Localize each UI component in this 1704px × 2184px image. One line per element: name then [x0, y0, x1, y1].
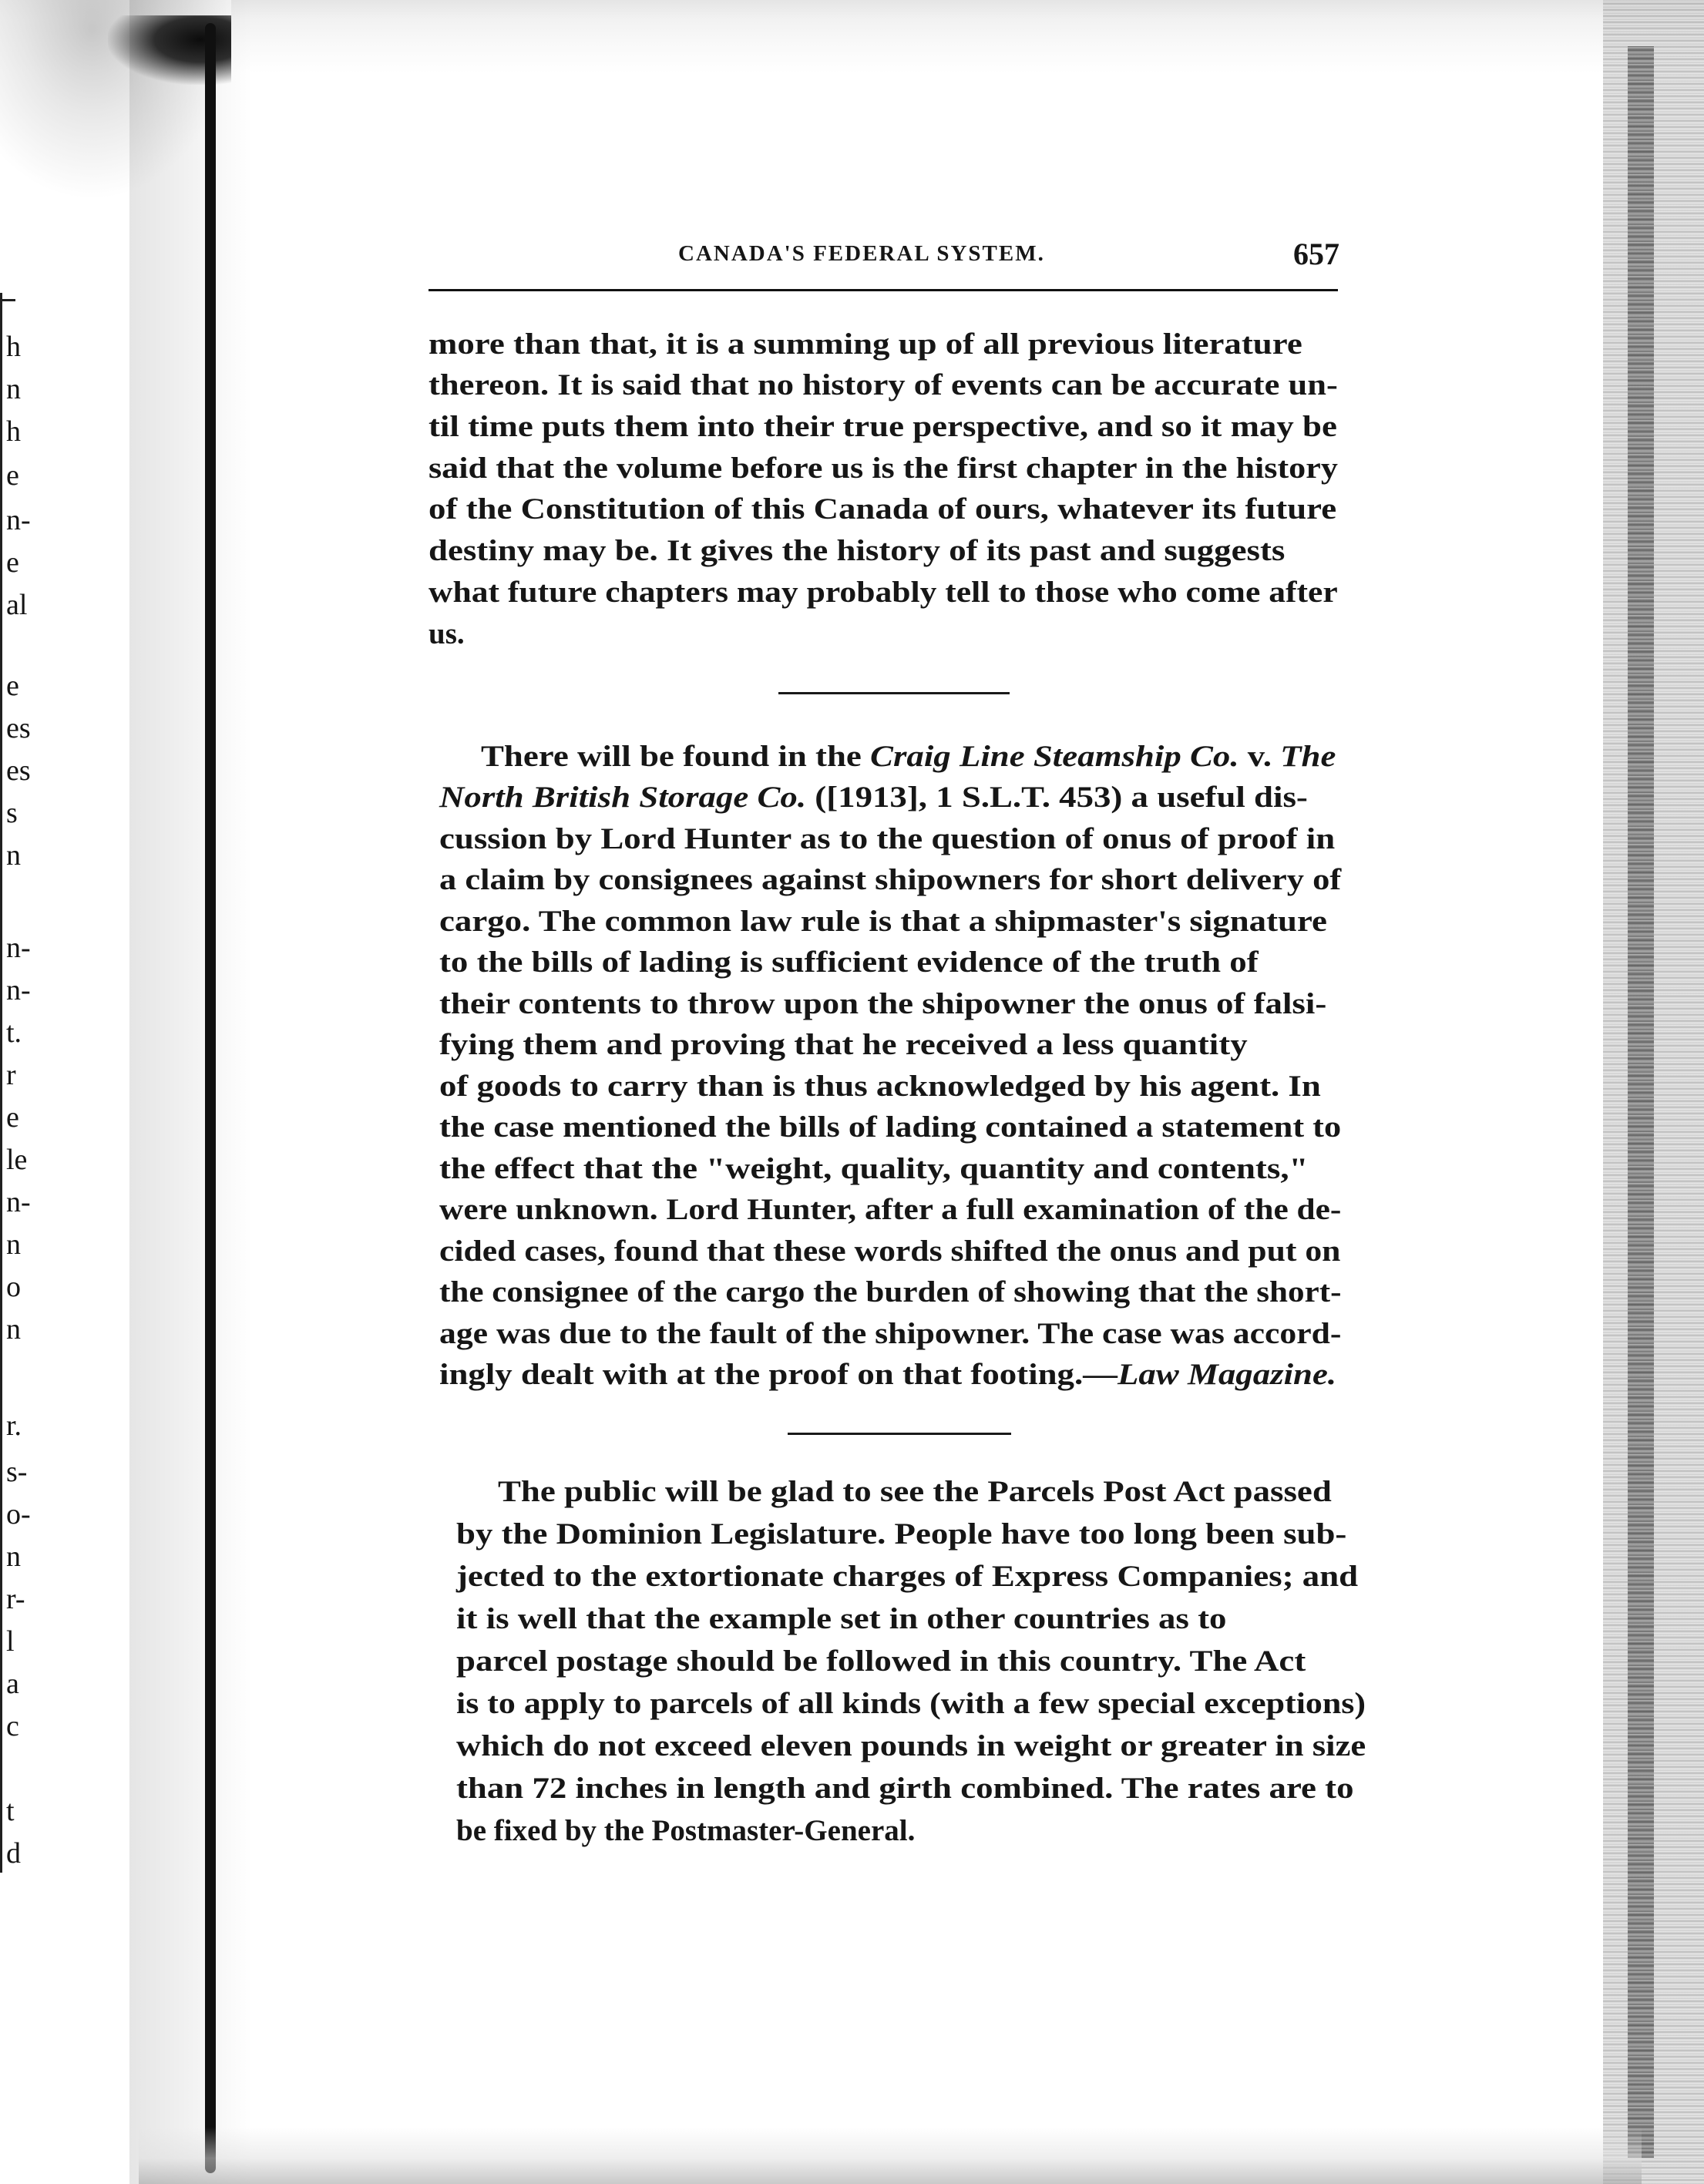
header-rule — [429, 289, 1338, 291]
text-line: parcel postage should be followed in this country. The Act — [456, 1645, 1306, 1678]
facing-fragment: le — [6, 1144, 28, 1176]
page-number: 657 — [1293, 237, 1339, 271]
facing-fragment: es — [6, 754, 31, 787]
facing-fragment: e — [6, 670, 19, 702]
text-line: the case mentioned the bills of lading contained a statement to — [439, 1110, 1342, 1144]
text-line: of goods to carry than is thus acknowledged by his agent. In — [439, 1070, 1321, 1103]
facing-fragment: h — [6, 331, 21, 363]
text-line: cargo. The common law rule is that a shipmaster's signature — [439, 905, 1327, 938]
text-line: it is well that the example set in other countries as to — [456, 1602, 1227, 1635]
line-text: ([1913], 1 S.L.T. 453) a useful dis- — [806, 781, 1308, 814]
facing-fragment: r- — [6, 1583, 25, 1615]
text-line: their contents to throw upon the shipowner the onus of falsi- — [439, 987, 1327, 1020]
facing-fragment: al — [6, 589, 28, 621]
scan-bottom-noise — [139, 2127, 1642, 2184]
facing-fragment: n — [6, 839, 21, 872]
text-line: to the bills of lading is sufficient evidence of the truth of — [439, 946, 1259, 979]
facing-fragment: l — [6, 1625, 15, 1658]
facing-fragment: n — [6, 1313, 21, 1346]
text-line: than 72 inches in length and girth combined. The rates are to — [456, 1772, 1354, 1805]
text-line: cided cases, found that these words shifted the onus and put on — [439, 1235, 1341, 1268]
text-line: fying them and proving that he received a less quantity — [439, 1028, 1248, 1061]
text-line — [439, 781, 1308, 815]
facing-fragment: n- — [6, 1186, 31, 1218]
facing-fragment: a — [6, 1668, 19, 1700]
text-line: cussion by Lord Hunter as to the question of onus of proof in — [439, 822, 1336, 855]
facing-fragment: h — [6, 415, 21, 448]
facing-fragment: r. — [6, 1410, 22, 1442]
text-line: us. — [429, 617, 465, 650]
text-line: said that the volume before us is the first chapter in the history — [429, 452, 1338, 485]
text-line: be fixed by the Postmaster-General. — [456, 1814, 916, 1847]
case-name: Craig Line Steamship Co. — [870, 740, 1239, 773]
text-line: the effect that the "weight, quality, quantity and contents," — [439, 1152, 1309, 1185]
section-divider — [788, 1433, 1011, 1435]
line-text: v. — [1239, 740, 1281, 773]
facing-fragment: n- — [6, 974, 31, 1006]
text-line: thereon. It is said that no history of events can be accurate un- — [429, 368, 1338, 402]
facing-page-fragments — [6, 0, 52, 2184]
facing-fragment: o- — [6, 1498, 31, 1530]
text-line: were unknown. Lord Hunter, after a full examination of the de- — [439, 1193, 1342, 1226]
section-divider — [778, 692, 1010, 694]
gutter-shadow — [129, 0, 253, 2184]
text-line: by the Dominion Legislature. People have too long been sub- — [456, 1517, 1347, 1551]
facing-fragment: n- — [6, 504, 31, 536]
text-line — [481, 740, 1336, 774]
facing-fragment: n- — [6, 932, 31, 964]
facing-fragment: e — [6, 459, 19, 492]
book-spine-line — [205, 23, 216, 2173]
line-text: ingly dealt with at the proof on that footing.— — [439, 1358, 1118, 1391]
facing-fragment: es — [6, 712, 31, 744]
facing-fragment: c — [6, 1710, 19, 1742]
facing-fragment: s — [6, 797, 18, 829]
facing-fragment: n — [6, 373, 21, 405]
text-line: of the Constitution of this Canada of ours, whatever its future — [429, 492, 1337, 526]
facing-fragment: t. — [6, 1016, 22, 1049]
case-name: The — [1280, 740, 1336, 773]
text-line: more than that, it is a summing up of all previous literature — [429, 328, 1302, 361]
facing-fragment: r — [6, 1059, 16, 1091]
text-line — [439, 1358, 1336, 1392]
source-citation: Law Magazine. — [1118, 1358, 1337, 1391]
facing-fragment: e — [6, 546, 19, 579]
text-line: The public will be glad to see the Parcels Post Act passed — [498, 1475, 1332, 1508]
facing-fragment: o — [6, 1271, 21, 1303]
text-line: destiny may be. It gives the history of its past and suggests — [429, 534, 1286, 567]
running-title: CANADA'S FEDERAL SYSTEM. — [678, 241, 1045, 266]
case-name: North British Storage Co. — [439, 781, 807, 814]
facing-page-margin-line — [0, 293, 2, 1873]
text-line: the consignee of the cargo the burden of showing that the short- — [439, 1275, 1342, 1309]
text-line: age was due to the fault of the shipowner. The case was accord- — [439, 1317, 1342, 1350]
text-line: is to apply to parcels of all kinds (with a few special exceptions) — [456, 1687, 1366, 1720]
page-edge-shadow — [1628, 46, 1654, 2158]
facing-fragment: s- — [6, 1456, 28, 1488]
facing-fragment: n — [6, 1541, 21, 1573]
facing-fragment: t — [6, 1795, 15, 1827]
text-line: which do not exceed eleven pounds in weight or greater in size — [456, 1729, 1366, 1762]
line-text: There will be found in the — [481, 740, 871, 773]
facing-fragment: e — [6, 1101, 19, 1134]
scan-top-noise — [0, 0, 1704, 73]
text-line: a claim by consignees against shipowners for short delivery of — [439, 863, 1342, 896]
facing-fragment: d — [6, 1837, 21, 1870]
text-line: til time puts them into their true perspective, and so it may be — [429, 410, 1337, 443]
text-line: what future chapters may probably tell to those who come after — [429, 576, 1338, 609]
facing-fragment: n — [6, 1228, 21, 1261]
text-line: jected to the extortionate charges of Express Companies; and — [456, 1560, 1359, 1593]
